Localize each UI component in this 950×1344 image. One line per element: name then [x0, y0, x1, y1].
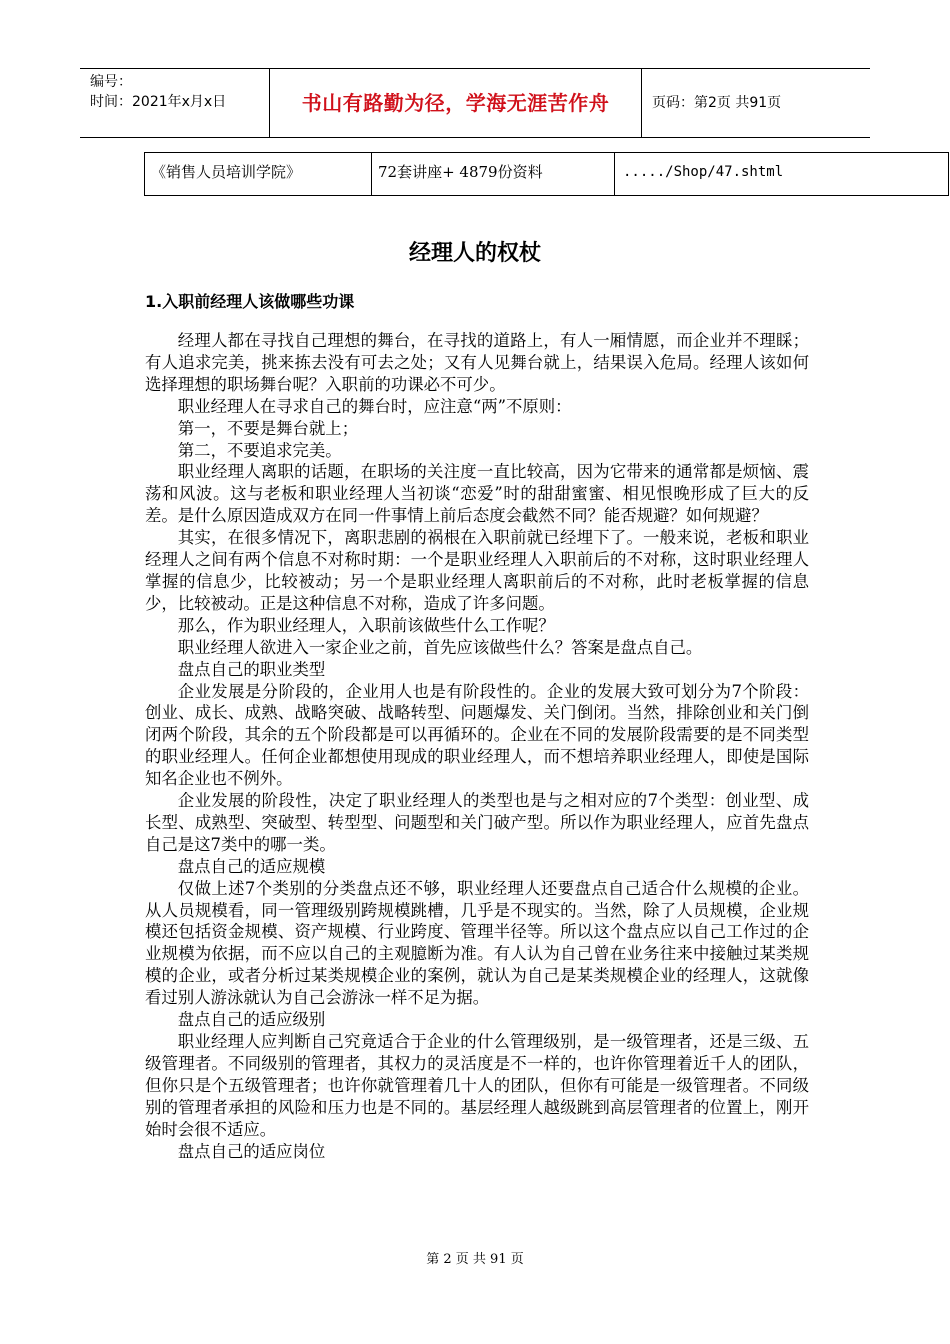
subsection-heading: 盘点自己的适应级别 [177, 1010, 326, 1030]
body-paragraph: 职业经理人在寻求自己的舞台时，应注意“两”不原则： [177, 396, 572, 416]
page-footer: 第 2 页 共 91 页 [426, 1252, 524, 1267]
body-paragraph: 第二，不要追求完美。 [177, 440, 342, 460]
body-paragraph: 第一，不要是舞台就上； [177, 418, 359, 438]
document-number-label: 编号： [90, 74, 132, 90]
header-page-number: 页码：第2页 共91页 [652, 95, 782, 111]
body-paragraph: 企业发展是分阶段的，企业用人也是有阶段性的。企业的发展大致可划分为7个阶段：创业、成长、成熟、战略突破、战略转型、问题爆发、关门倒闭。当然，排除创业和关门倒闭两个阶段，其余的五个阶段都是可以再循环的。企业在不同的发展阶段需要的是不同类型的职业经理人。任何企业都想使用现成的职业经理人，而不想培养职业经理人，即使是国际知名企业也不例外。 [145, 681, 809, 789]
body-paragraph: 那么，作为职业经理人，入职前该做些什么工作呢？ [177, 615, 555, 635]
info-box-course-name: 《销售人员培训学院》 [145, 153, 372, 195]
body-paragraph: 职业经理人离职的话题，在职场的关注度一直比较高，因为它带来的通常都是烦恼、震荡和风波。这与老板和职业经理人当初谈“恋爱”时的甜甜蜜蜜、相见恨晚形成了巨大的反差。是什么原因造成双方在同一件事情上前后态度会截然不同？能否规避？如何规避？ [145, 462, 809, 526]
subsection-heading: 盘点自己的适应岗位 [177, 1141, 326, 1161]
header-meta [80, 69, 270, 137]
body-paragraph: 仅做上述7个类别的分类盘点还不够，职业经理人还要盘点自己适合什么规模的企业。从人员规模看，同一管理级别跨规模跳槽，几乎是不现实的。当然，除了人员规模，企业规模还包括资金规模、资产规模、行业跨度、管理半径等。所以这个盘点应以自己工作过的企业规模为依据，而不应以自己的主观臆断为准。有人认为自己曾在业务往来中接触过某类规模的企业，或者分析过某类规模企业的案例，就认为自己是某类规模企业的经理人，这就像看过别人游泳就认为自己会游泳一样不足为据。 [145, 878, 809, 1008]
info-box [144, 152, 949, 196]
body-paragraph: 职业经理人欲进入一家企业之前，首先应该做些什么？答案是盘点自己。 [177, 637, 703, 657]
header-motto: 书山有路勤为径，学海无涯苦作舟 [301, 91, 610, 115]
document-title: 经理人的权杖 [408, 241, 541, 266]
section-heading: 1.入职前经理人该做哪些功课 [145, 292, 355, 311]
document-date-label: 时间：2021年x月x日 [90, 94, 227, 110]
body-paragraph: 职业经理人应判断自己究竟适合于企业的什么管理级别，是一级管理者，还是三级、五级管理者。不同级别的管理者，其权力的灵活度是不一样的，也许你管理着近千人的团队，但你只是个五级管理者；也许你就管理着几十人的团队，但你有可能是一级管理者。不同级别的管理者承担的风险和压力也是不同的。基层经理人越级跳到高层管理者的位置上，刚开始时会很不适应。 [145, 1032, 809, 1139]
subsection-heading: 盘点自己的适应规模 [177, 856, 326, 876]
body-paragraph: 经理人都在寻找自己理想的舞台，在寻找的道路上，有人一厢情愿，而企业并不理睬；有人追求完美，挑来拣去没有可去之处；又有人见舞台就上，结果误入危局。经理人该如何选择理想的职场舞台呢？入职前的功课必不可少。 [145, 331, 809, 394]
body-paragraph: 企业发展的阶段性，决定了职业经理人的类型也是与之相对应的7个类型：创业型、成长型、成熟型、突破型、转型型、问题型和关门破产型。所以作为职业经理人，应首先盘点自己是这7类中的哪一类。 [145, 791, 809, 854]
info-box-resource-count: 72套讲座+ 4879份资料 [372, 153, 615, 195]
header-table [80, 68, 870, 138]
info-box-link[interactable]: ...../Shop/47.shtml [623, 164, 784, 180]
header-motto-cell [270, 69, 642, 137]
document-body [145, 330, 809, 1162]
body-paragraph: 其实，在很多情况下，离职悲剧的祸根在入职前就已经埋下了。一般来说，老板和职业经理人之间有两个信息不对称时期：一个是职业经理人入职前后的不对称，这时职业经理人掌握的信息少，比较被动；另一个是职业经理人离职前后的不对称，此时老板掌握的信息少，比较被动。正是这种信息不对称，造成了许多问题。 [145, 528, 809, 613]
subsection-heading: 盘点自己的职业类型 [177, 659, 326, 679]
